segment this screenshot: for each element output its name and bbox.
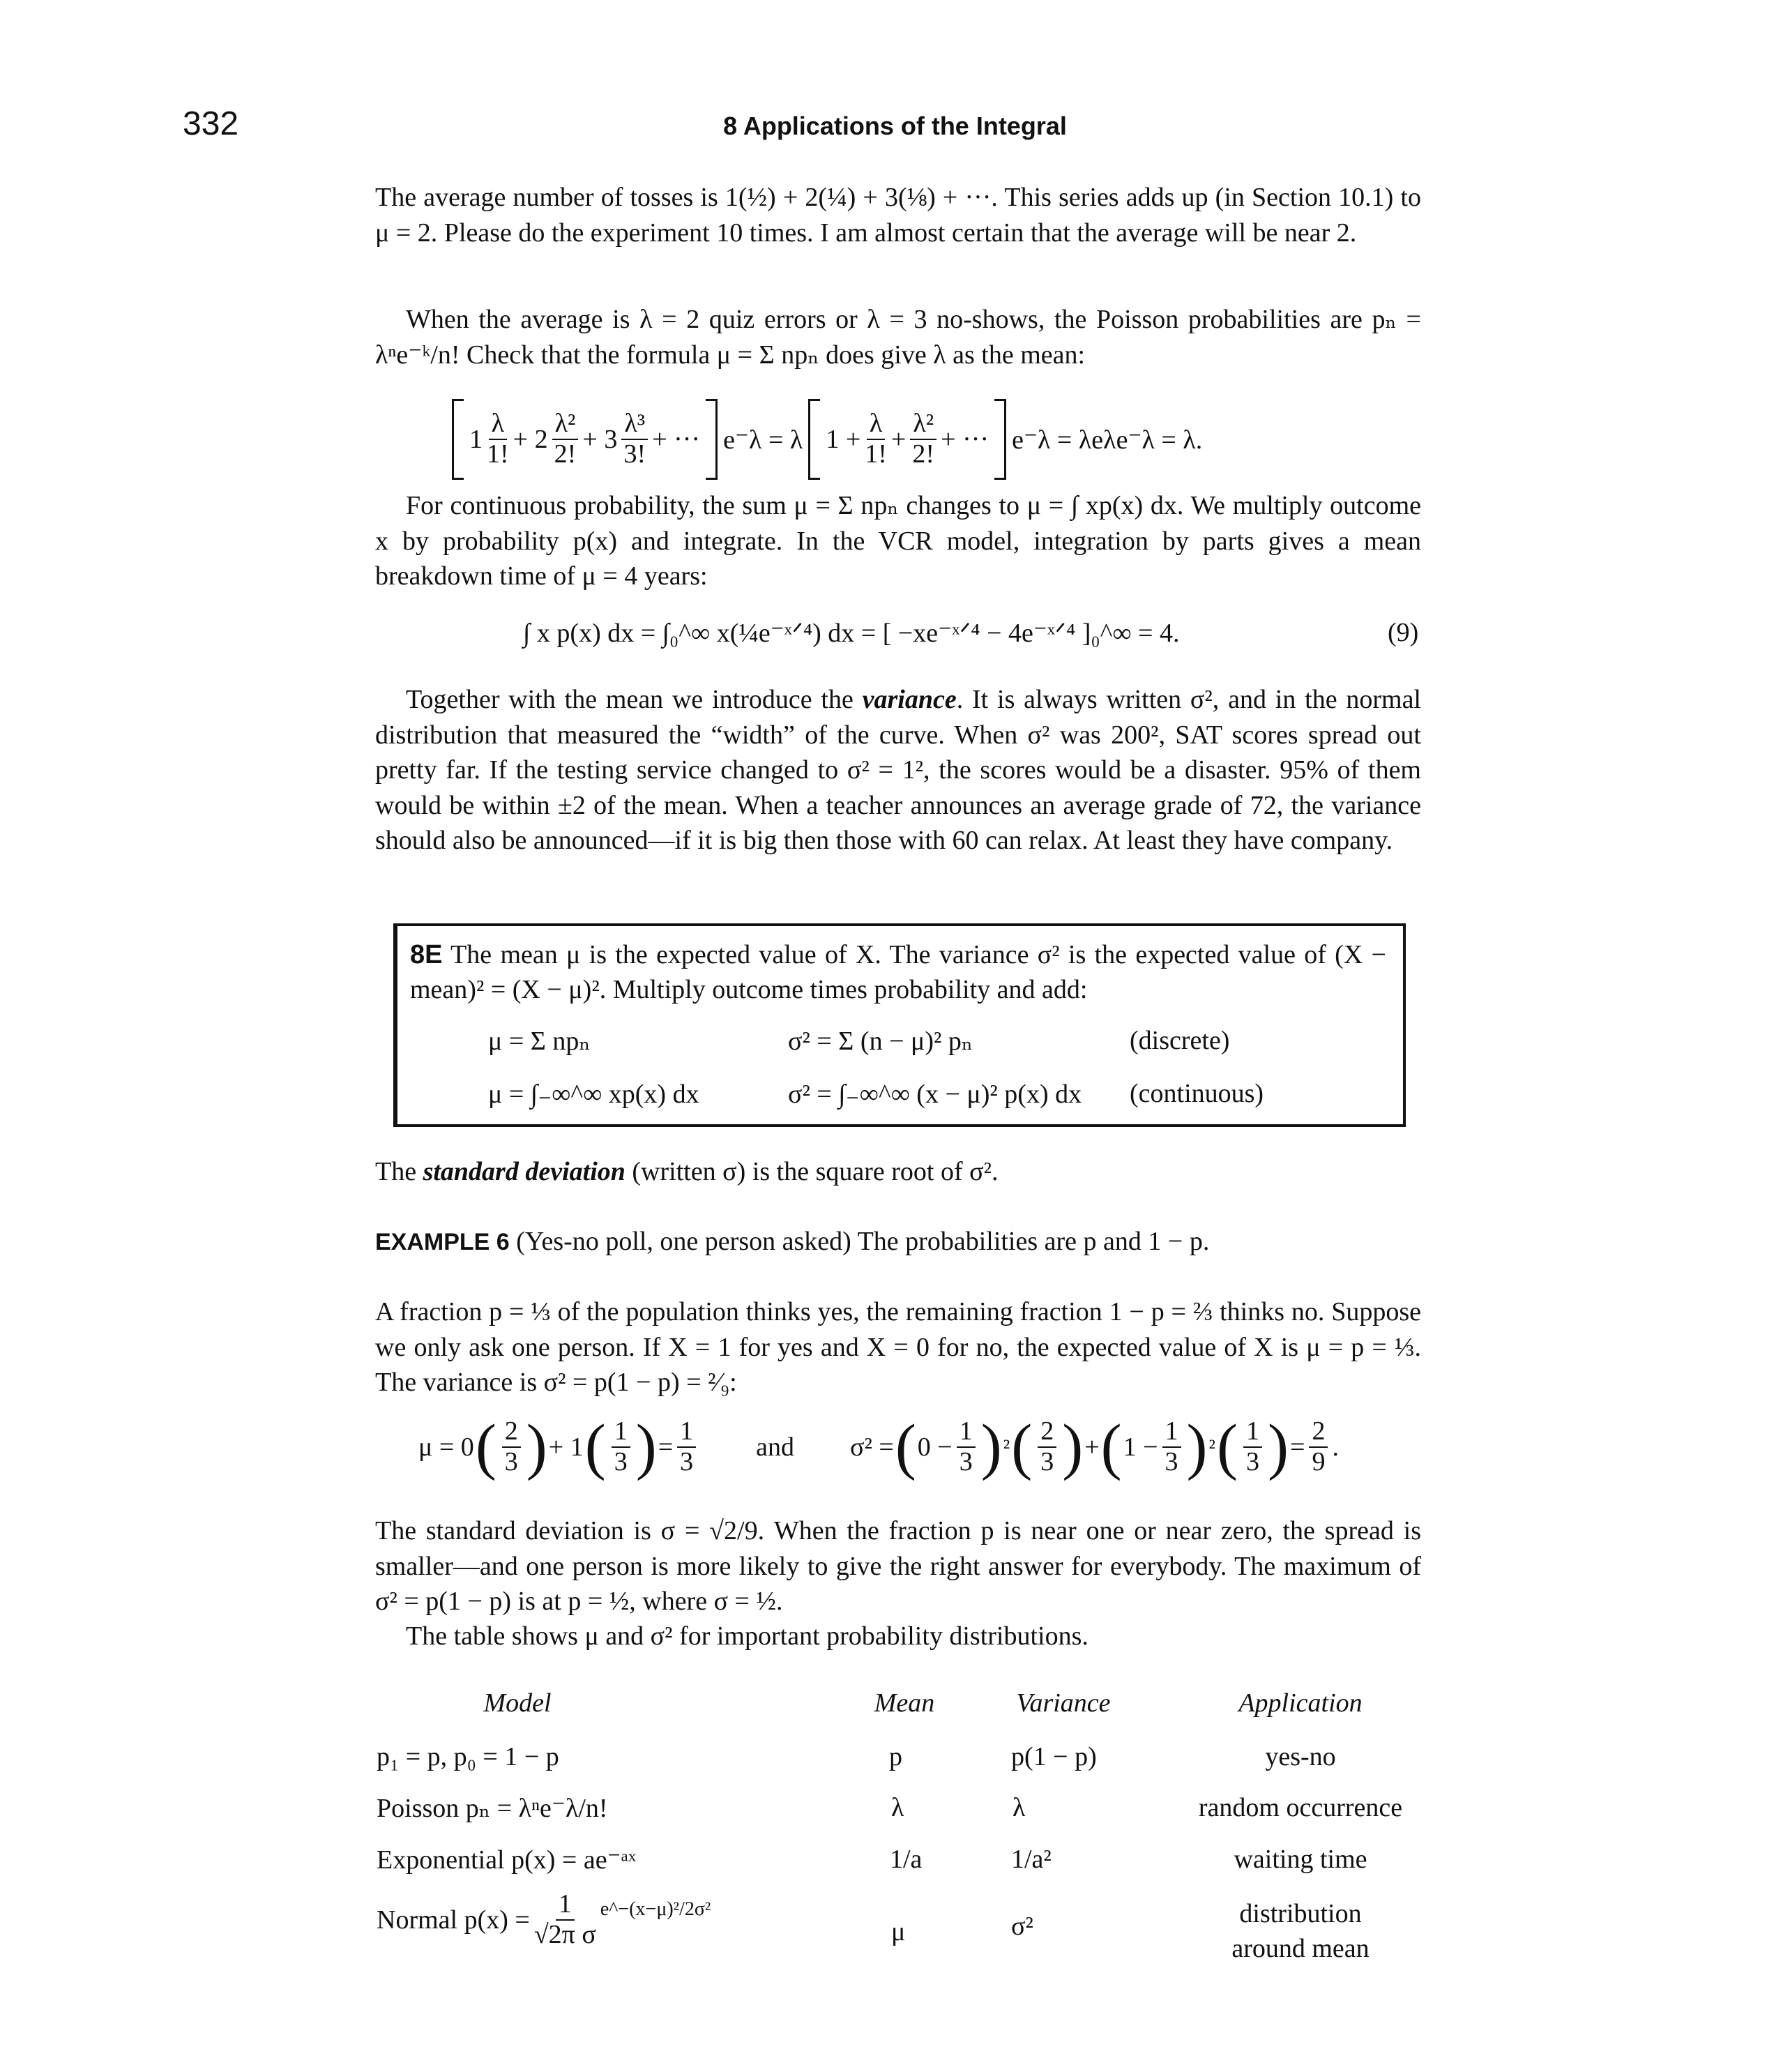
eq-term: ² xyxy=(1208,1435,1216,1459)
eq-term: + 3 xyxy=(582,425,618,454)
table-cell-mean: λ xyxy=(891,1793,904,1822)
left-bracket xyxy=(452,399,464,480)
text: (Yes-no poll, one person asked) The probabilities are p and 1 − p. xyxy=(509,1227,1210,1256)
eq-term: = xyxy=(658,1432,674,1462)
table-cell-model-normal xyxy=(377,1890,711,1950)
fraction: $\frac{2}{3}$ xyxy=(1038,1417,1056,1477)
table-cell-variance: p(1 − p) xyxy=(1011,1742,1097,1771)
box-label-discrete: (discrete) xyxy=(1130,1026,1230,1055)
eq-term: + ··· xyxy=(941,425,989,454)
fraction: $\frac{1}{3}$ xyxy=(612,1417,630,1477)
table-header-model: Model xyxy=(483,1688,552,1718)
fraction: $\frac{\lambda}{1!}$ xyxy=(865,409,887,469)
fraction: $\frac{1}{3}$ xyxy=(1162,1417,1181,1477)
paragraph-continuous: For continuous probability, the sum μ = Σ npₙ changes to μ = ∫ xp(x) dx. We multiply outcome x by probability p(x) and integrate. In the VCR model, integration by parts gives a mean breakdown time of μ = 4 years: xyxy=(375,491,1421,591)
paren: ( xyxy=(1011,1412,1033,1481)
table-cell-mean: μ xyxy=(891,1917,906,1946)
fraction: $\frac{\text{λ²}}{2!}$ xyxy=(552,409,579,469)
term-variance: variance xyxy=(862,685,957,714)
paren: ( xyxy=(475,1412,496,1481)
eq-term: e⁻λ = λeλe⁻λ = λ. xyxy=(1012,425,1203,455)
box-mean-continuous: μ = ∫₋∞^∞ xp(x) dx xyxy=(488,1080,699,1109)
right-bracket xyxy=(706,399,718,480)
eq-term: = xyxy=(1290,1432,1305,1462)
box-variance-discrete: σ² = Σ (n − μ)² pₙ xyxy=(788,1027,973,1056)
paren: ) xyxy=(1062,1412,1084,1481)
box-label: 8E xyxy=(410,940,443,969)
table-cell-mean: 1/a xyxy=(890,1845,923,1874)
paren: ) xyxy=(526,1412,547,1481)
eq-term: 1 − xyxy=(1123,1432,1158,1462)
paren: ) xyxy=(635,1412,657,1481)
theorem-box-8E xyxy=(393,923,1406,1127)
text: (written σ) is the square root of σ². xyxy=(625,1157,999,1186)
table-header-application: Application xyxy=(1238,1688,1363,1718)
eq-term: 1 + xyxy=(826,425,861,454)
text: The xyxy=(375,1157,423,1186)
fraction: $\frac{1}{3}$ xyxy=(1243,1417,1262,1477)
table-cell-model: Poisson pₙ = λⁿe⁻λ/n! xyxy=(377,1794,608,1823)
paren: ( xyxy=(895,1412,916,1481)
eq-term: σ² = xyxy=(850,1432,894,1462)
fraction: $\frac{2}{3}$ xyxy=(502,1417,521,1477)
eq-term: + ··· xyxy=(652,425,701,454)
paragraph-average-tosses: The average number of tosses is 1(½) + 2(¼) + 3(⅛) + ···. This series adds up (in Section 10.1) to μ = 2. Please do the experiment 10 times. I am almost certain that the average will be near 2. xyxy=(375,183,1421,248)
table-cell-application: yes-no xyxy=(1265,1742,1336,1771)
page-number: 332 xyxy=(183,105,239,142)
paren: ) xyxy=(1186,1412,1208,1481)
table-cell-model: p₁ = p, p₀ = 1 − p xyxy=(377,1742,559,1771)
table-cell-application: random occurrence xyxy=(1198,1793,1403,1822)
text: Together with the mean we introduce the xyxy=(406,685,863,714)
text: . It is always written σ², and in the normal distribution that measured the “width” of the curve. When σ² was 200², SAT scores spread out pretty far. If the testing service changed to σ² = 1², the scores would be a disaster. 95% of them would be within ±2 of the mean. When a teacher announces an average grade of 72, the variance should also be announced—if it is big then those with 60 can relax. At least they have company. xyxy=(375,685,1421,855)
paragraph-poisson: When the average is λ = 2 quiz errors or λ = 3 no-shows, the Poisson probabilities are pₙ = λⁿe⁻ᵏ/n! Check that the formula μ = Σ npₙ does give λ as the mean: xyxy=(375,305,1421,370)
box-mean-discrete: μ = Σ npₙ xyxy=(488,1027,591,1056)
table-cell-variance: λ xyxy=(1012,1793,1026,1822)
paren: ( xyxy=(1100,1412,1122,1481)
fraction: $\frac{\text{λ³}}{3!}$ xyxy=(621,409,648,469)
paren: ( xyxy=(584,1412,606,1481)
example-label: EXAMPLE 6 xyxy=(375,1229,510,1255)
text: Normal p(x) = xyxy=(377,1905,530,1935)
paragraph-table-intro: The table shows μ and σ² for important probability distributions. xyxy=(406,1621,1089,1651)
table-header-mean: Mean xyxy=(874,1688,935,1718)
running-head: 8 Applications of the Integral xyxy=(723,112,1067,140)
exponent: e^−(x−μ)²/2σ² xyxy=(600,1898,711,1920)
equation-9: ∫ x p(x) dx = ∫₀^∞ x(¼e⁻ˣᐟ⁴) dx = [ −xe⁻ˣᐟ⁴ − 4e⁻ˣᐟ⁴ ]₀^∞ = 4. xyxy=(523,619,1180,648)
eq-term: . xyxy=(1332,1432,1339,1462)
table-cell-application: around mean xyxy=(1231,1934,1370,1963)
fraction: $\frac{1}{3}$ xyxy=(957,1417,976,1477)
eq-term: + xyxy=(1084,1432,1100,1462)
table-cell-model: Exponential p(x) = ae⁻ᵃˣ xyxy=(377,1845,637,1875)
table-cell-application: waiting time xyxy=(1234,1845,1367,1874)
eq-term: + xyxy=(890,425,907,454)
eq-term: e⁻λ = λ xyxy=(723,425,803,455)
right-bracket xyxy=(994,399,1006,480)
paragraph-variance xyxy=(375,682,1421,859)
example-6-heading xyxy=(375,1224,1421,1260)
eq-term: + 1 xyxy=(548,1432,584,1462)
equation-number: (9) xyxy=(1388,618,1419,647)
table-cell-variance: 1/a² xyxy=(1011,1845,1052,1874)
box-text xyxy=(410,937,1386,1007)
eq-and: and xyxy=(756,1432,794,1462)
eq-term: ² xyxy=(1003,1435,1010,1459)
paren: ) xyxy=(1268,1412,1289,1481)
paren: ) xyxy=(980,1412,1002,1481)
box-label-continuous: (continuous) xyxy=(1130,1079,1264,1108)
equation-poisson-mean xyxy=(446,399,1202,480)
fraction: $\frac{\text{λ²}}{2!}$ xyxy=(910,409,936,469)
paragraph-yes-no: A fraction p = ⅓ of the population thinks yes, the remaining fraction 1 − p = ⅔ thinks no. Suppose we only ask one person. If X = 1 for yes and X = 0 for no, the expected value of X is μ = p = ⅓. The variance is σ² = p(1 − p) = ²⁄₉: xyxy=(375,1297,1421,1397)
paren: ( xyxy=(1217,1412,1238,1481)
eq-term: + 2 xyxy=(513,425,548,454)
eq-term: 1 xyxy=(469,425,483,454)
paragraph-standard-deviation-example: The standard deviation is σ = √2/9. When the fraction p is near one or near zero, the spread is smaller—and one person is more likely to give the right answer for everybody. The maximum of σ² = p(1 − p) is at p = ½, where σ = ½. xyxy=(375,1516,1421,1616)
paragraph-standard-deviation xyxy=(375,1154,1421,1190)
eq-term: 0 − xyxy=(917,1432,953,1462)
fraction: $\frac{\lambda}{1!}$ xyxy=(487,409,509,469)
eq-term: μ = 0 xyxy=(418,1432,474,1462)
table-cell-mean: p xyxy=(889,1742,902,1771)
left-bracket xyxy=(808,399,820,480)
box-variance-continuous: σ² = ∫₋∞^∞ (x − μ)² p(x) dx xyxy=(788,1080,1082,1109)
text: The mean μ is the expected value of X. The variance σ² is the expected value of (X − mean)² = (X − μ)². Multiply outcome times probability and add: xyxy=(410,940,1386,1004)
table-cell-application: distribution xyxy=(1239,1899,1362,1928)
fraction: $\frac{1}{3}$ xyxy=(677,1417,696,1477)
fraction: $\frac{2}{9}$ xyxy=(1309,1417,1328,1477)
term-standard-deviation: standard deviation xyxy=(423,1157,625,1186)
equation-example-mean-variance xyxy=(418,1412,1339,1481)
table-header-variance: Variance xyxy=(1016,1688,1111,1718)
table-cell-variance: σ² xyxy=(1011,1912,1033,1941)
fraction: $\frac{1}{\text{√2π σ}}$ xyxy=(533,1889,596,1949)
